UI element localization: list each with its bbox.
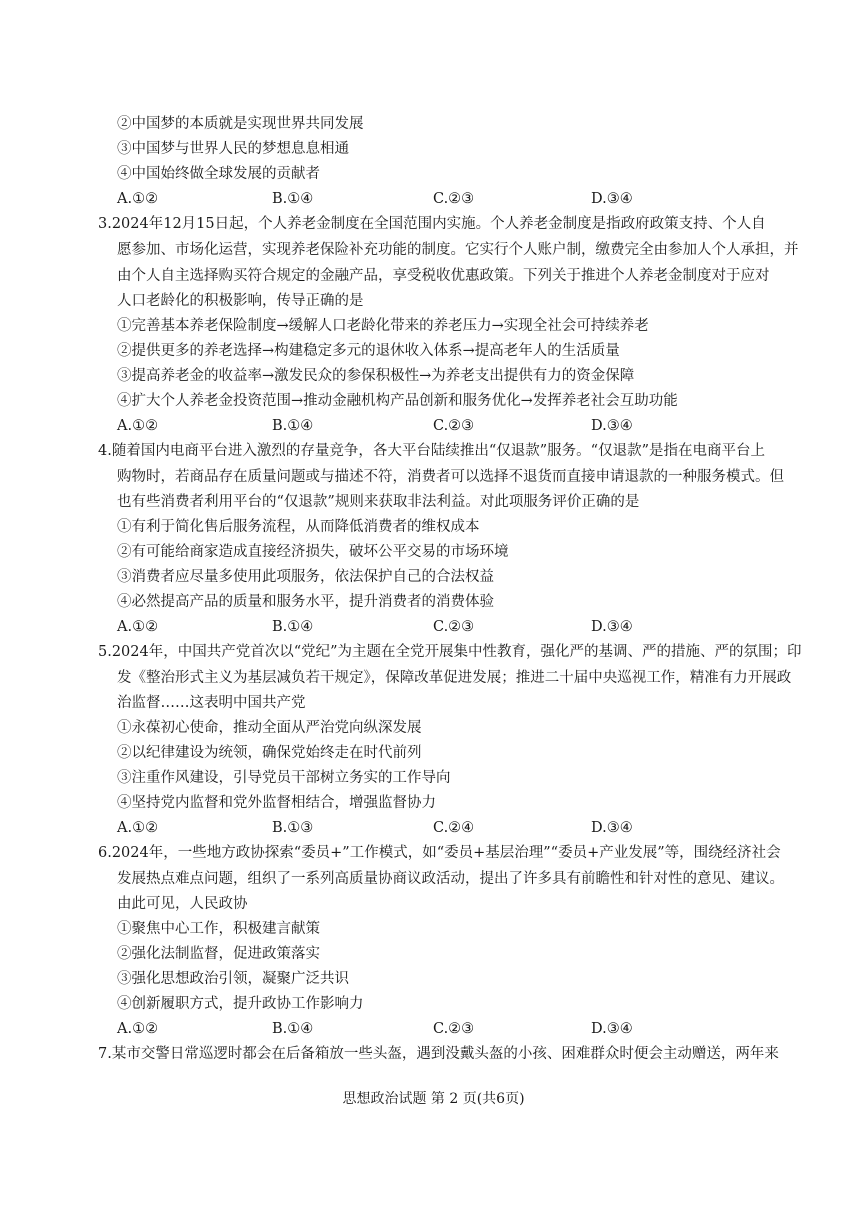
q3-options — [117, 414, 677, 438]
q4-item-3: ③消费者应尽量多使用此项服务，依法保护自己的合法权益 — [117, 569, 494, 585]
q3-stem-line: 由个人自主选择购买符合规定的金融产品，享受税收优惠政策。下列关于推进个人养老金制度对于应对 — [117, 268, 770, 284]
q4-options — [117, 615, 677, 639]
q3-option-d: D.③④ — [591, 418, 633, 434]
q3-option-a: A.①② — [117, 418, 159, 434]
q5-option-c: C.②④ — [433, 820, 475, 836]
q2-option-d: D.③④ — [591, 191, 633, 207]
q6-item-2: ②强化法制监督，促进政策落实 — [117, 946, 320, 962]
q6-option-a: A.①② — [117, 1021, 159, 1037]
q3-option-c: C.②③ — [433, 418, 475, 434]
q3-stem-line: 人口老龄化的积极影响，传导正确的是 — [117, 293, 364, 309]
q6-option-c: C.②③ — [433, 1021, 475, 1037]
q6-option-b: B.①④ — [272, 1021, 314, 1037]
q5-option-d: D.③④ — [591, 820, 633, 836]
q5-stem-line: 发《整治形式主义为基层减负若干规定》，保障改革促进发展；推进二十届中央巡视工作，精准有力开展政 — [117, 670, 792, 686]
q3-item-3: ③提高养老金的收益率→激发民众的参保积极性→为养老支出提供有力的资金保障 — [117, 368, 635, 384]
q4-item-2: ②有可能给商家造成直接经济损失，破坏公平交易的市场环境 — [117, 544, 509, 560]
q7-stem-line: 7.某市交警日常巡逻时都会在后备箱放一些头盔，遇到没戴头盔的小孩、困难群众时便会主动赠送，两年来 — [98, 1046, 779, 1062]
q3-stem-line: 3.2024年12月15日起，个人养老金制度在全国范围内实施。个人养老金制度是指政府政策支持、个人自 — [98, 216, 766, 232]
q6-options — [117, 1017, 677, 1041]
q4-item-1: ①有利于简化售后服务流程，从而降低消费者的维权成本 — [117, 519, 480, 535]
q3-item-2: ②提供更多的养老选择→构建稳定多元的退休收入体系→提高老年人的生活质量 — [117, 343, 620, 359]
q4-item-4: ④必然提高产品的质量和服务水平，提升消费者的消费体验 — [117, 594, 494, 610]
q4-option-b: B.①④ — [272, 619, 314, 635]
q2-item-4: ④中国始终做全球发展的贡献者 — [117, 166, 320, 182]
q2-item-2: ②中国梦的本质就是实现世界共同发展 — [117, 116, 364, 132]
q6-item-1: ①聚焦中心工作，积极建言献策 — [117, 921, 320, 937]
q5-item-3: ③注重作风建设，引导党员干部树立务实的工作导向 — [117, 770, 451, 786]
q4-option-c: C.②③ — [433, 619, 475, 635]
q4-stem-line: 4.随着国内电商平台进入激烈的存量竞争，各大平台陆续推出“仅退款”服务。“仅退款”是指在电商平台上 — [98, 443, 765, 459]
q2-option-a: A.①② — [117, 191, 159, 207]
q6-stem-line: 由此可见，人民政协 — [117, 896, 248, 912]
q3-item-1: ①完善基本养老保险制度→缓解人口老龄化带来的养老压力→实现全社会可持续养老 — [117, 318, 649, 334]
q5-options — [117, 816, 677, 840]
q3-item-4: ④扩大个人养老金投资范围→推动金融机构产品创新和服务优化→发挥养老社会互助功能 — [117, 393, 678, 409]
q2-option-b: B.①④ — [272, 191, 314, 207]
q4-option-d: D.③④ — [591, 619, 633, 635]
q2-item-3: ③中国梦与世界人民的梦想息息相通 — [117, 141, 349, 157]
q6-option-d: D.③④ — [591, 1021, 633, 1037]
q6-item-4: ④创新履职方式，提升政协工作影响力 — [117, 996, 364, 1012]
q6-stem-line: 发展热点难点问题，组织了一系列高质量协商议政活动，提出了许多具有前瞻性和针对性的意见、建议。 — [117, 871, 784, 887]
q5-item-2: ②以纪律建设为统领，确保党始终走在时代前列 — [117, 745, 422, 761]
q5-stem-line: 5.2024年，中国共产党首次以“党纪”为主题在全党开展集中性教育，强化严的基调、严的措施、严的氛围；印 — [98, 644, 802, 660]
q3-option-b: B.①④ — [272, 418, 314, 434]
page-footer: 思想政治试题 第 2 页(共6页) — [342, 1091, 525, 1107]
q4-stem-line: 也有些消费者利用平台的“仅退款”规则来获取非法利益。对此项服务评价正确的是 — [117, 494, 640, 510]
q6-item-3: ③强化思想政治引领，凝聚广泛共识 — [117, 971, 349, 987]
q2-options — [117, 187, 677, 211]
q6-stem-line: 6.2024年，一些地方政协探索“委员+”工作模式，如“委员+基层治理”“委员+产业发展”等，围绕经济社会 — [98, 845, 781, 861]
q5-option-a: A.①② — [117, 820, 159, 836]
q4-stem-line: 购物时，若商品存在质量问题或与描述不符，消费者可以选择不退货而直接申请退款的一种服务模式。但 — [117, 469, 784, 485]
q3-stem-line: 愿参加、市场化运营，实现养老保险补充功能的制度。它实行个人账户制，缴费完全由参加人个人承担，并 — [117, 242, 799, 258]
q5-option-b: B.①③ — [272, 820, 314, 836]
q4-option-a: A.①② — [117, 619, 159, 635]
q2-option-c: C.②③ — [433, 191, 475, 207]
q5-item-1: ①永葆初心使命，推动全面从严治党向纵深发展 — [117, 720, 422, 736]
q5-stem-line: 治监督……这表明中国共产党 — [117, 695, 306, 711]
q5-item-4: ④坚持党内监督和党外监督相结合，增强监督协力 — [117, 795, 436, 811]
